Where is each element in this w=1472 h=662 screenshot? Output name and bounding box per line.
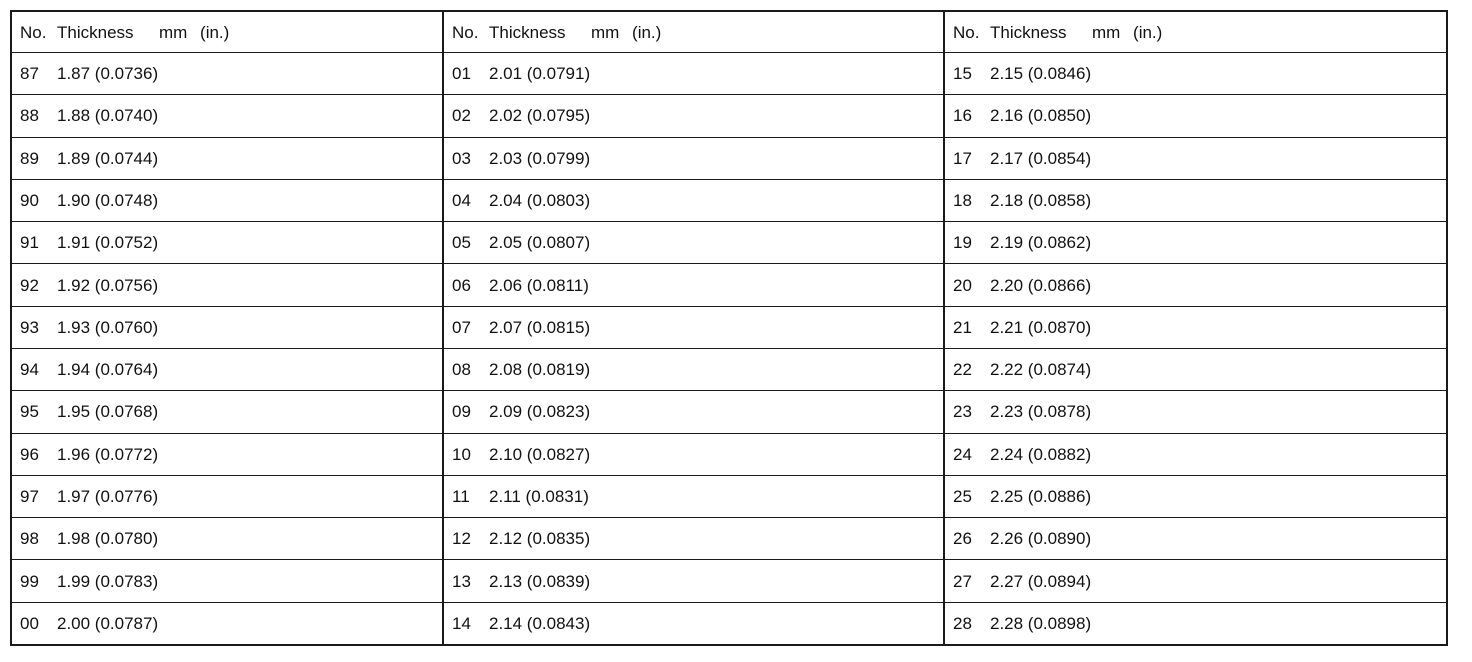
thickness-value-cell: 2.24 (0.0882): [990, 433, 1447, 475]
thickness-value-cell: 2.25 (0.0886): [990, 475, 1447, 517]
table-row: [11, 179, 1447, 221]
thickness-value-cell: 2.00 (0.0787): [57, 602, 443, 645]
thickness-value-cell: 1.97 (0.0776): [57, 475, 443, 517]
thickness-value-cell: 1.99 (0.0783): [57, 560, 443, 602]
thickness-value-cell: 1.94 (0.0764): [57, 348, 443, 390]
shim-number-cell: 03: [443, 137, 489, 179]
header-thickness-2: Thickness mm (in.): [489, 11, 944, 53]
thickness-value-cell: 2.16 (0.0850): [990, 95, 1447, 137]
thickness-value-cell: 2.28 (0.0898): [990, 602, 1447, 645]
shim-number-cell: 89: [11, 137, 57, 179]
shim-thickness-table: [10, 10, 1448, 646]
shim-number-cell: 23: [944, 391, 990, 433]
table-body: [11, 53, 1447, 646]
shim-number-cell: 94: [11, 348, 57, 390]
thickness-value-cell: 2.26 (0.0890): [990, 518, 1447, 560]
shim-number-cell: 07: [443, 306, 489, 348]
table-row: [11, 306, 1447, 348]
table-row: [11, 433, 1447, 475]
shim-number-cell: 10: [443, 433, 489, 475]
thickness-value-cell: 1.88 (0.0740): [57, 95, 443, 137]
shim-number-cell: 88: [11, 95, 57, 137]
header-thickness-3: Thickness mm (in.): [990, 11, 1447, 53]
shim-number-cell: 08: [443, 348, 489, 390]
thickness-value-cell: 1.96 (0.0772): [57, 433, 443, 475]
table-header-row: [11, 11, 1447, 53]
thickness-value-cell: 2.10 (0.0827): [489, 433, 944, 475]
shim-number-cell: 02: [443, 95, 489, 137]
shim-number-cell: 05: [443, 222, 489, 264]
thickness-value-cell: 2.19 (0.0862): [990, 222, 1447, 264]
shim-number-cell: 25: [944, 475, 990, 517]
thickness-value-cell: 2.23 (0.0878): [990, 391, 1447, 433]
shim-number-cell: 28: [944, 602, 990, 645]
table-row: [11, 95, 1447, 137]
shim-number-cell: 91: [11, 222, 57, 264]
shim-number-cell: 04: [443, 179, 489, 221]
shim-number-cell: 87: [11, 53, 57, 95]
shim-number-cell: 27: [944, 560, 990, 602]
shim-number-cell: 97: [11, 475, 57, 517]
shim-number-cell: 12: [443, 518, 489, 560]
thickness-value-cell: 1.95 (0.0768): [57, 391, 443, 433]
thickness-value-cell: 2.06 (0.0811): [489, 264, 944, 306]
shim-number-cell: 24: [944, 433, 990, 475]
thickness-value-cell: 2.12 (0.0835): [489, 518, 944, 560]
thickness-value-cell: 2.27 (0.0894): [990, 560, 1447, 602]
table-row: [11, 137, 1447, 179]
thickness-value-cell: 2.13 (0.0839): [489, 560, 944, 602]
shim-number-cell: 17: [944, 137, 990, 179]
thickness-value-cell: 2.03 (0.0799): [489, 137, 944, 179]
thickness-value-cell: 2.07 (0.0815): [489, 306, 944, 348]
shim-number-cell: 16: [944, 95, 990, 137]
header-no-2: No.: [443, 11, 489, 53]
thickness-value-cell: 2.05 (0.0807): [489, 222, 944, 264]
shim-number-cell: 20: [944, 264, 990, 306]
shim-number-cell: 06: [443, 264, 489, 306]
thickness-value-cell: 2.09 (0.0823): [489, 391, 944, 433]
thickness-value-cell: 2.01 (0.0791): [489, 53, 944, 95]
thickness-value-cell: 2.15 (0.0846): [990, 53, 1447, 95]
table-row: [11, 560, 1447, 602]
thickness-value-cell: 2.17 (0.0854): [990, 137, 1447, 179]
shim-number-cell: 22: [944, 348, 990, 390]
table-row: [11, 264, 1447, 306]
header-no-1: No.: [11, 11, 57, 53]
thickness-value-cell: 1.98 (0.0780): [57, 518, 443, 560]
thickness-value-cell: 2.21 (0.0870): [990, 306, 1447, 348]
shim-number-cell: 98: [11, 518, 57, 560]
shim-number-cell: 09: [443, 391, 489, 433]
shim-number-cell: 99: [11, 560, 57, 602]
table-row: [11, 348, 1447, 390]
shim-number-cell: 93: [11, 306, 57, 348]
shim-number-cell: 92: [11, 264, 57, 306]
table-row: [11, 602, 1447, 645]
table-row: [11, 53, 1447, 95]
shim-number-cell: 11: [443, 475, 489, 517]
thickness-value-cell: 2.02 (0.0795): [489, 95, 944, 137]
table-row: [11, 475, 1447, 517]
thickness-value-cell: 1.87 (0.0736): [57, 53, 443, 95]
thickness-value-cell: 2.11 (0.0831): [489, 475, 944, 517]
shim-number-cell: 15: [944, 53, 990, 95]
thickness-value-cell: 2.20 (0.0866): [990, 264, 1447, 306]
thickness-value-cell: 1.93 (0.0760): [57, 306, 443, 348]
shim-number-cell: 19: [944, 222, 990, 264]
shim-number-cell: 14: [443, 602, 489, 645]
shim-number-cell: 96: [11, 433, 57, 475]
header-thickness-1: Thickness mm (in.): [57, 11, 443, 53]
thickness-value-cell: 1.91 (0.0752): [57, 222, 443, 264]
shim-number-cell: 95: [11, 391, 57, 433]
shim-number-cell: 00: [11, 602, 57, 645]
shim-number-cell: 26: [944, 518, 990, 560]
shim-number-cell: 13: [443, 560, 489, 602]
shim-number-cell: 01: [443, 53, 489, 95]
thickness-value-cell: 2.22 (0.0874): [990, 348, 1447, 390]
thickness-value-cell: 2.08 (0.0819): [489, 348, 944, 390]
table-row: [11, 222, 1447, 264]
table-row: [11, 518, 1447, 560]
table-row: [11, 391, 1447, 433]
thickness-value-cell: 1.92 (0.0756): [57, 264, 443, 306]
header-no-3: No.: [944, 11, 990, 53]
thickness-value-cell: 2.04 (0.0803): [489, 179, 944, 221]
thickness-value-cell: 2.14 (0.0843): [489, 602, 944, 645]
thickness-value-cell: 2.18 (0.0858): [990, 179, 1447, 221]
thickness-value-cell: 1.90 (0.0748): [57, 179, 443, 221]
thickness-value-cell: 1.89 (0.0744): [57, 137, 443, 179]
shim-number-cell: 18: [944, 179, 990, 221]
shim-number-cell: 21: [944, 306, 990, 348]
shim-number-cell: 90: [11, 179, 57, 221]
